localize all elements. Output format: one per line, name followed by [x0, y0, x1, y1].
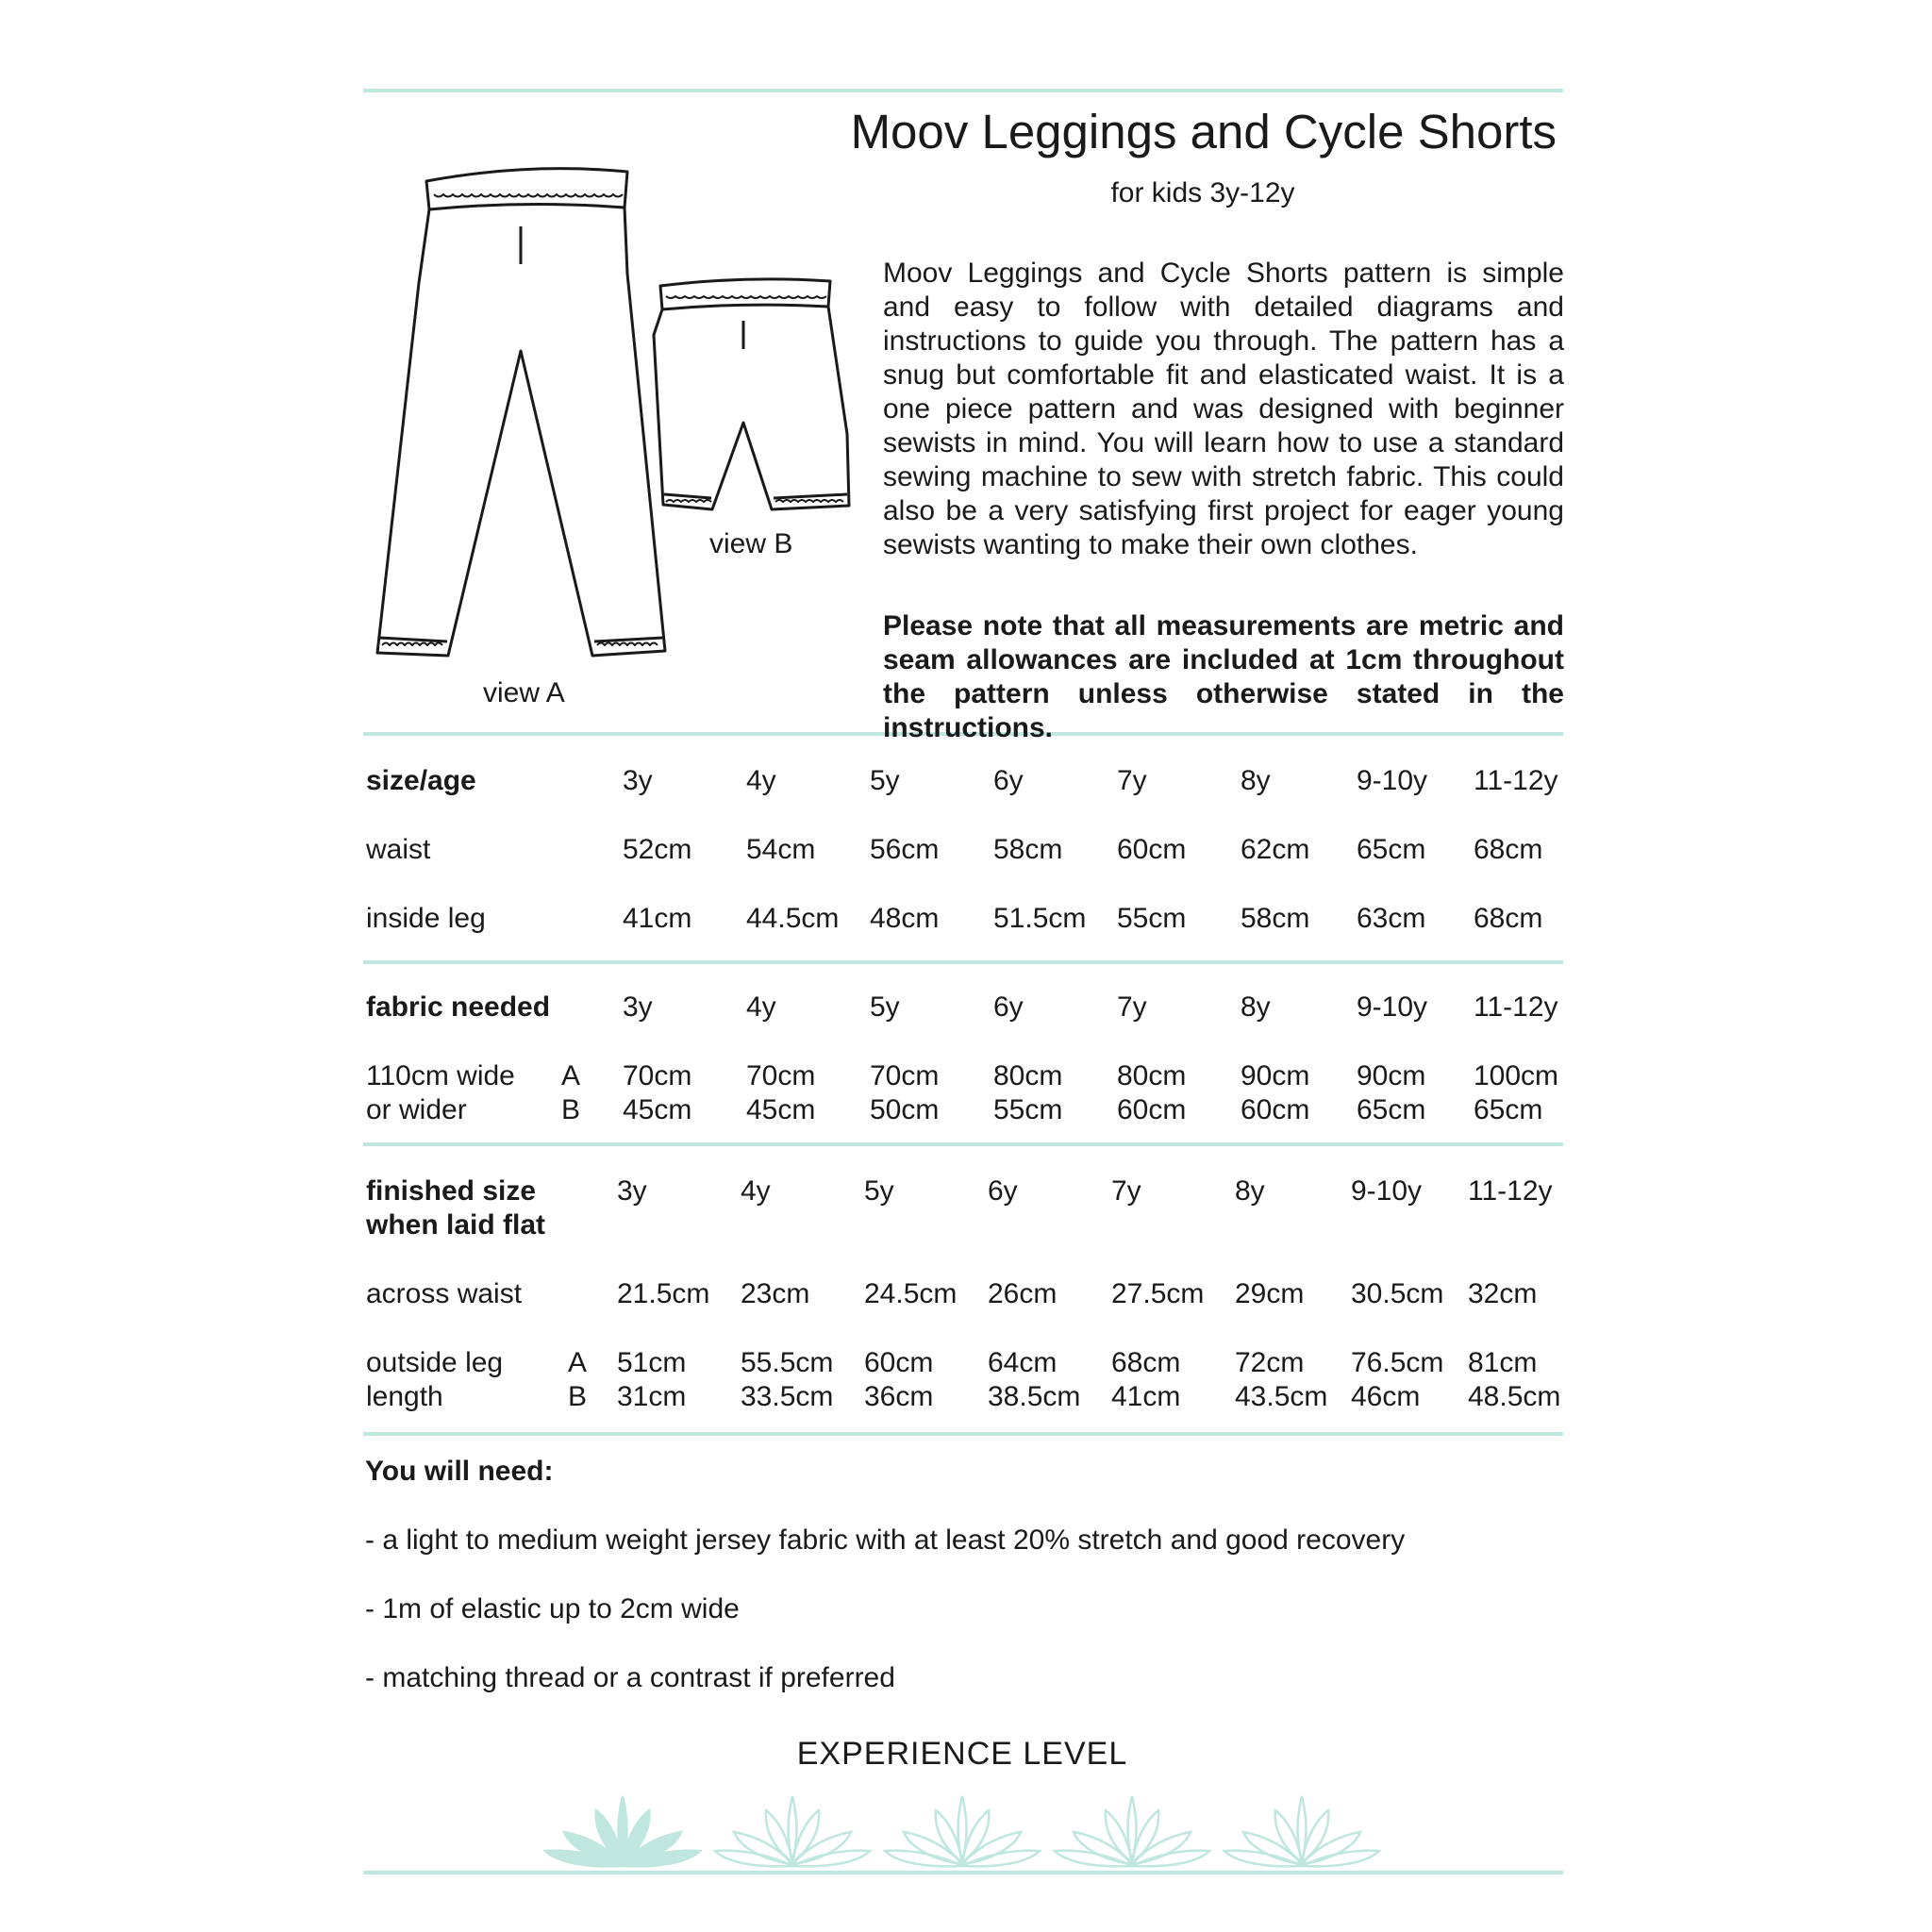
table-cell: 51cm [617, 1347, 687, 1378]
table-cell: 70cm [623, 1060, 692, 1091]
table-cell: 38.5cm [988, 1381, 1081, 1412]
lotus-icon [545, 1796, 700, 1866]
table-cell: 27.5cm [1111, 1278, 1205, 1309]
table-cell: 45cm [746, 1094, 816, 1125]
needs-title: You will need: [365, 1456, 554, 1487]
table-cell: 30.5cm [1351, 1278, 1444, 1309]
table-cell: 68cm [1111, 1347, 1181, 1378]
table-cell: 72cm [1235, 1347, 1305, 1378]
needs-item: - a light to medium weight jersey fabric with at least 20% stretch and good recovery [365, 1524, 1406, 1556]
needs-item: - 1m of elastic up to 2cm wide [365, 1593, 740, 1624]
table-cell: 44.5cm [746, 903, 840, 934]
size-header-cell: 5y [864, 1175, 894, 1207]
size-header-cell: 7y [1111, 1175, 1141, 1207]
table-cell: 70cm [746, 1060, 816, 1091]
needs-item: - matching thread or a contrast if preferred [365, 1662, 895, 1693]
table-cell: 63cm [1357, 903, 1426, 934]
divider-rule [363, 1432, 1563, 1436]
size-header-cell: 5y [870, 765, 900, 796]
finished-size-header: finished size [366, 1175, 537, 1207]
table-cell: 58cm [1241, 903, 1310, 934]
table-cell: 50cm [870, 1094, 940, 1125]
table-cell: 36cm [864, 1381, 934, 1412]
row-label: across waist [366, 1278, 523, 1309]
table-cell: 32cm [1468, 1278, 1538, 1309]
pattern-description: Moov Leggings and Cycle Shorts pattern is simple and easy to follow with detailed diagrams and instructions to guide you through. The pattern has a snug but comfortable fit and elasticated waist. It is a one piece pattern and was designed with beginner sewists in mind. You will learn how to use a standard sewing machine to sew with stretch fabric. This could also be a very satisfying first project for eager young sewists wanting to make their own clothes. [883, 258, 1564, 560]
table-cell: 60cm [864, 1347, 934, 1378]
table-cell: 48.5cm [1468, 1381, 1561, 1412]
table-cell: 31cm [617, 1381, 687, 1412]
table-cell: 68cm [1474, 834, 1543, 865]
size-age-header: size/age [366, 765, 476, 796]
view-b-label: view B [709, 528, 793, 559]
fabric-needed-header: fabric needed [366, 991, 551, 1023]
lotus-icon [715, 1796, 870, 1866]
size-header-cell: 6y [988, 1175, 1018, 1207]
table-cell: 33.5cm [741, 1381, 834, 1412]
row-label: waist [366, 834, 431, 865]
size-header-cell: 7y [1117, 765, 1147, 796]
row-label: length [366, 1381, 443, 1412]
view-a-label: view A [483, 677, 565, 708]
table-cell: 21.5cm [617, 1278, 710, 1309]
table-cell: 45cm [623, 1094, 692, 1125]
row-label: or wider [366, 1094, 467, 1125]
table-cell: 81cm [1468, 1347, 1538, 1378]
table-cell: 65cm [1357, 834, 1426, 865]
size-header-cell: 3y [623, 991, 653, 1023]
table-cell: 55.5cm [741, 1347, 834, 1378]
leggings-drawing [377, 169, 665, 656]
size-header-cell: 8y [1241, 991, 1271, 1023]
lotus-icon [1055, 1796, 1209, 1866]
page-subtitle: for kids 3y-12y [1110, 177, 1295, 208]
table-cell: 60cm [1117, 834, 1187, 865]
size-header-cell: 9-10y [1357, 765, 1428, 796]
table-cell: 43.5cm [1235, 1381, 1328, 1412]
size-header-cell: 6y [993, 765, 1024, 796]
row-label: inside leg [366, 903, 486, 934]
size-header-cell: 4y [746, 765, 776, 796]
table-cell: 60cm [1241, 1094, 1310, 1125]
size-header-cell: 11-12y [1474, 991, 1558, 1023]
size-header-cell: 5y [870, 991, 900, 1023]
table-cell: 80cm [993, 1060, 1063, 1091]
view-label-b: B [561, 1094, 581, 1125]
size-header-cell: 11-12y [1468, 1175, 1553, 1207]
table-cell: 41cm [623, 903, 692, 934]
size-header-cell: 8y [1235, 1175, 1265, 1207]
table-cell: 65cm [1357, 1094, 1426, 1125]
divider-rule [363, 960, 1563, 964]
size-header-cell: 3y [623, 765, 653, 796]
size-header-cell: 11-12y [1474, 765, 1558, 796]
table-cell: 52cm [623, 834, 692, 865]
size-header-cell: 6y [993, 991, 1024, 1023]
table-cell: 90cm [1357, 1060, 1426, 1091]
size-header-cell: 8y [1241, 765, 1271, 796]
table-cell: 55cm [1117, 903, 1187, 934]
measurement-note: Please note that all measurements are metric and seam allowances are included at 1cm throughout the pattern unless otherwise stated in the instructions. [883, 610, 1564, 743]
size-header-cell: 9-10y [1351, 1175, 1423, 1207]
table-cell: 48cm [870, 903, 940, 934]
size-header-cell: 7y [1117, 991, 1147, 1023]
row-label: outside leg [366, 1347, 504, 1378]
page-title: Moov Leggings and Cycle Shorts [850, 105, 1557, 158]
lotus-icon [885, 1796, 1040, 1866]
table-cell: 24.5cm [864, 1278, 958, 1309]
size-header-cell: 3y [617, 1175, 647, 1207]
table-cell: 60cm [1117, 1094, 1187, 1125]
table-cell: 64cm [988, 1347, 1058, 1378]
table-cell: 65cm [1474, 1094, 1543, 1125]
table-cell: 62cm [1241, 834, 1310, 865]
size-header-cell: 4y [741, 1175, 771, 1207]
table-cell: 56cm [870, 834, 940, 865]
row-label: 110cm wide [366, 1060, 515, 1091]
table-cell: 41cm [1111, 1381, 1181, 1412]
lotus-icon [1224, 1796, 1379, 1866]
table-cell: 58cm [993, 834, 1063, 865]
experience-level-rating [542, 1785, 1391, 1879]
table-cell: 90cm [1241, 1060, 1310, 1091]
table-cell: 26cm [988, 1278, 1058, 1309]
view-label-a: A [561, 1060, 581, 1091]
table-cell: 23cm [741, 1278, 810, 1309]
table-cell: 76.5cm [1351, 1347, 1444, 1378]
finished-size-header: when laid flat [366, 1209, 546, 1241]
table-cell: 46cm [1351, 1381, 1421, 1412]
size-header-cell: 4y [746, 991, 776, 1023]
table-cell: 55cm [993, 1094, 1063, 1125]
divider-rule [363, 1142, 1563, 1146]
table-cell: 54cm [746, 834, 816, 865]
table-cell: 100cm [1474, 1060, 1559, 1091]
experience-level-label: EXPERIENCE LEVEL [796, 1736, 1128, 1772]
table-cell: 80cm [1117, 1060, 1187, 1091]
table-cell: 68cm [1474, 903, 1543, 934]
view-label-a: A [568, 1347, 588, 1378]
table-cell: 29cm [1235, 1278, 1305, 1309]
size-header-cell: 9-10y [1357, 991, 1428, 1023]
view-label-b: B [568, 1381, 588, 1412]
top-rule [363, 89, 1563, 92]
table-cell: 70cm [870, 1060, 940, 1091]
table-cell: 51.5cm [993, 903, 1087, 934]
shorts-drawing [654, 279, 849, 509]
